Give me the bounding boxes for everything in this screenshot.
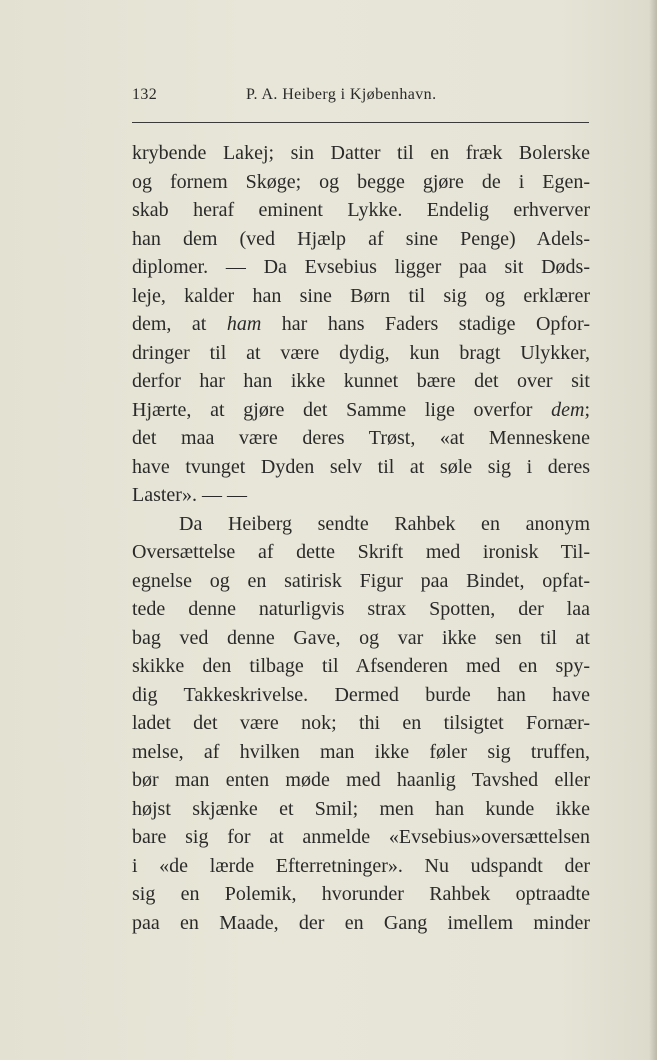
- page-number: 132: [132, 86, 158, 103]
- text-line: det maa være deres Trøst, «at Menneskene: [132, 427, 590, 449]
- text-line: Oversættelse af dette Skrift med ironisk Til-: [132, 541, 590, 563]
- text-line: skikke den tilbage til Afsenderen med en spy-: [132, 655, 590, 677]
- text-line: krybende Lakej; sin Datter til en fræk Bolerske: [132, 142, 590, 164]
- text-line: have tvunget Dyden selv til at søle sig i deres: [132, 455, 590, 478]
- running-title: P. A. Heiberg i Kjøbenhavn.: [246, 86, 437, 103]
- text-line: tede denne naturligvis strax Spotten, der laa: [132, 598, 590, 620]
- text-segment: dem, at: [132, 313, 227, 335]
- text-line: dringer til at være dydig, kun bragt Ulykker,: [132, 341, 590, 364]
- body-text: [132, 139, 590, 937]
- text-line: i «de lærde Efterretninger». Nu udspandt der: [132, 854, 590, 877]
- text-segment: har hans Faders stadige Opfor-: [261, 313, 590, 335]
- text-line: Laster». — —: [132, 484, 247, 506]
- text-segment: leje, kalder han sine Børn til sig og erklærer: [132, 284, 590, 307]
- text-line: ladet det være nok; thi en tilsigtet Fornær-: [132, 712, 590, 734]
- text-line: egnelse og en satirisk Figur paa Bindet, opfat-: [132, 569, 590, 592]
- page-edge-shadow: [649, 0, 657, 1060]
- text-line: bør man enten møde med haanlig Tavshed eller: [132, 769, 590, 791]
- text-line: sig en Polemik, hvorunder Rahbek optraadte: [132, 883, 590, 905]
- text-line: højst skjænke et Smil; men han kunde ikke: [132, 797, 590, 820]
- text-line: skab heraf eminent Lykke. Endelig erhverver: [132, 199, 590, 221]
- text-line: [132, 310, 590, 339]
- text-line: bag ved denne Gave, og var ikke sen til at: [132, 626, 590, 649]
- page-header: [132, 86, 589, 112]
- emphasis-text: dem: [551, 398, 585, 421]
- text-segment: ;: [584, 398, 590, 421]
- text-line: [132, 282, 590, 311]
- text-line: bare sig for at anmelde «Evsebius»oversættelsen: [132, 826, 590, 848]
- text-line: melse, af hvilken man ikke føler sig truffen,: [132, 740, 590, 763]
- text-line: [132, 396, 590, 425]
- text-line: han dem (ved Hjælp af sine Penge) Adels-: [132, 227, 590, 250]
- text-line: dig Takkeskrivelse. Dermed burde han have: [132, 683, 590, 706]
- header-rule: [132, 122, 589, 123]
- text-line: derfor har han ikke kunnet bære det over sit: [132, 370, 590, 392]
- text-segment: Hjærte, at gjøre det Samme lige overfor: [132, 398, 552, 421]
- text-line: paa en Maade, der en Gang imellem minder: [132, 911, 590, 934]
- text-line: og fornem Skøge; og begge gjøre de i Egen-: [132, 170, 590, 193]
- text-line: diplomer. — Da Evsebius ligger paa sit Døds-: [132, 256, 590, 278]
- paragraph-first-line: Da Heiberg sendte Rahbek en anonym: [179, 512, 590, 535]
- emphasis-text: ham: [226, 313, 262, 335]
